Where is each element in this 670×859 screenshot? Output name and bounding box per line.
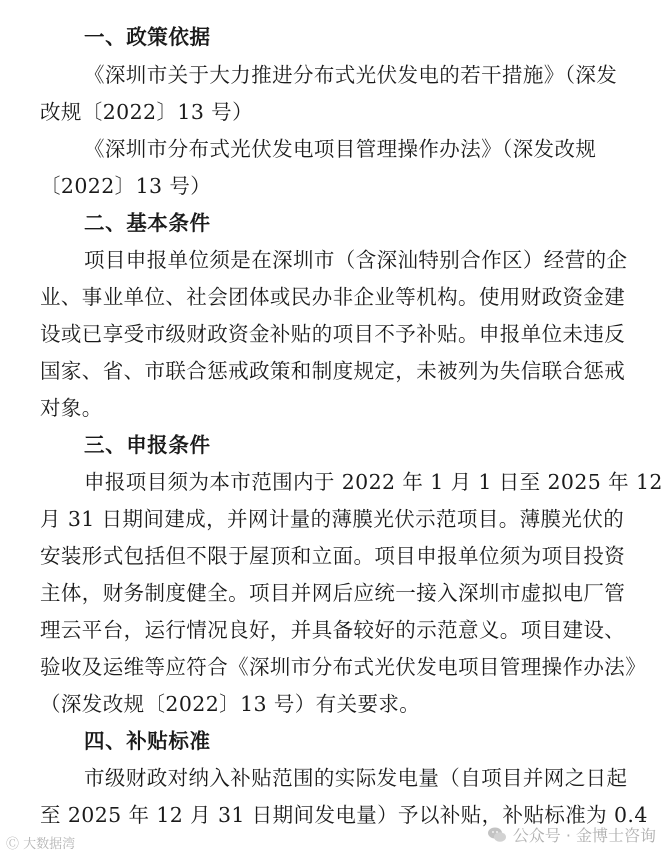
section-heading-subsidy-standard: 四、补贴标准 [84,729,211,753]
paragraph-line: 申报项目须为本市范围内于 2022 年 1 月 1 日至 2025 年 12 [84,470,663,494]
paragraph-line: 《深圳市关于大力推进分布式光伏发电的若干措施》（深发 [84,63,618,87]
paragraph-line: 项目申报单位须是在深圳市（含深汕特别合作区）经营的企 [84,248,628,272]
paragraph-line: 〔2022〕13 号） [40,174,212,198]
wechat-icon [487,825,507,845]
paragraph-line: 至 2025 年 12 月 31 日期间发电量）予以补贴，补贴标准为 0.4 [40,803,648,827]
section-heading-basic-conditions: 二、基本条件 [84,211,211,235]
watermark-right [487,823,656,846]
paragraph-line: 理云平台，运行情况良好，并具备较好的示范意义。项目建设、 [40,618,626,642]
paragraph-line: 月 31 日期间建成，并网计量的薄膜光伏示范项目。薄膜光伏的 [40,507,625,531]
paragraph-line: 验收及运维等应符合《深圳市分布式光伏发电项目管理操作办法》 [40,655,647,679]
paragraph-line: 国家、省、市联合惩戒政策和制度规定，未被列为失信联合惩戒 [40,359,626,383]
paragraph-line: 《深圳市分布式光伏发电项目管理操作办法》（深发改规 [84,137,597,161]
paragraph-line: 市级财政对纳入补贴范围的实际发电量（自项目并网之日起 [84,766,628,790]
paragraph-line: 主体，财务制度健全。项目并网后应统一接入深圳市虚拟电厂管 [40,581,626,605]
paragraph-line: （深发改规〔2022〕13 号）有关要求。 [40,692,421,716]
section-heading-policy-basis: 一、政策依据 [84,25,211,49]
paragraph-line: 改规〔2022〕13 号） [40,100,253,124]
watermark-right-text: 公众号 · 金博士咨询 [512,826,656,845]
watermark-left: Ⓒ 大数据湾 [6,837,76,852]
paragraph-line: 对象。 [40,396,103,420]
section-heading-application-conditions: 三、申报条件 [84,433,211,457]
paragraph-line: 安装形式包括但不限于屋顶和立面。项目申报单位须为项目投资 [40,544,626,568]
paragraph-line: 设或已享受市级财政资金补贴的项目不予补贴。申报单位未违反 [40,322,626,346]
paragraph-line: 业、事业单位、社会团体或民办非企业等机构。使用财政资金建 [40,285,626,309]
